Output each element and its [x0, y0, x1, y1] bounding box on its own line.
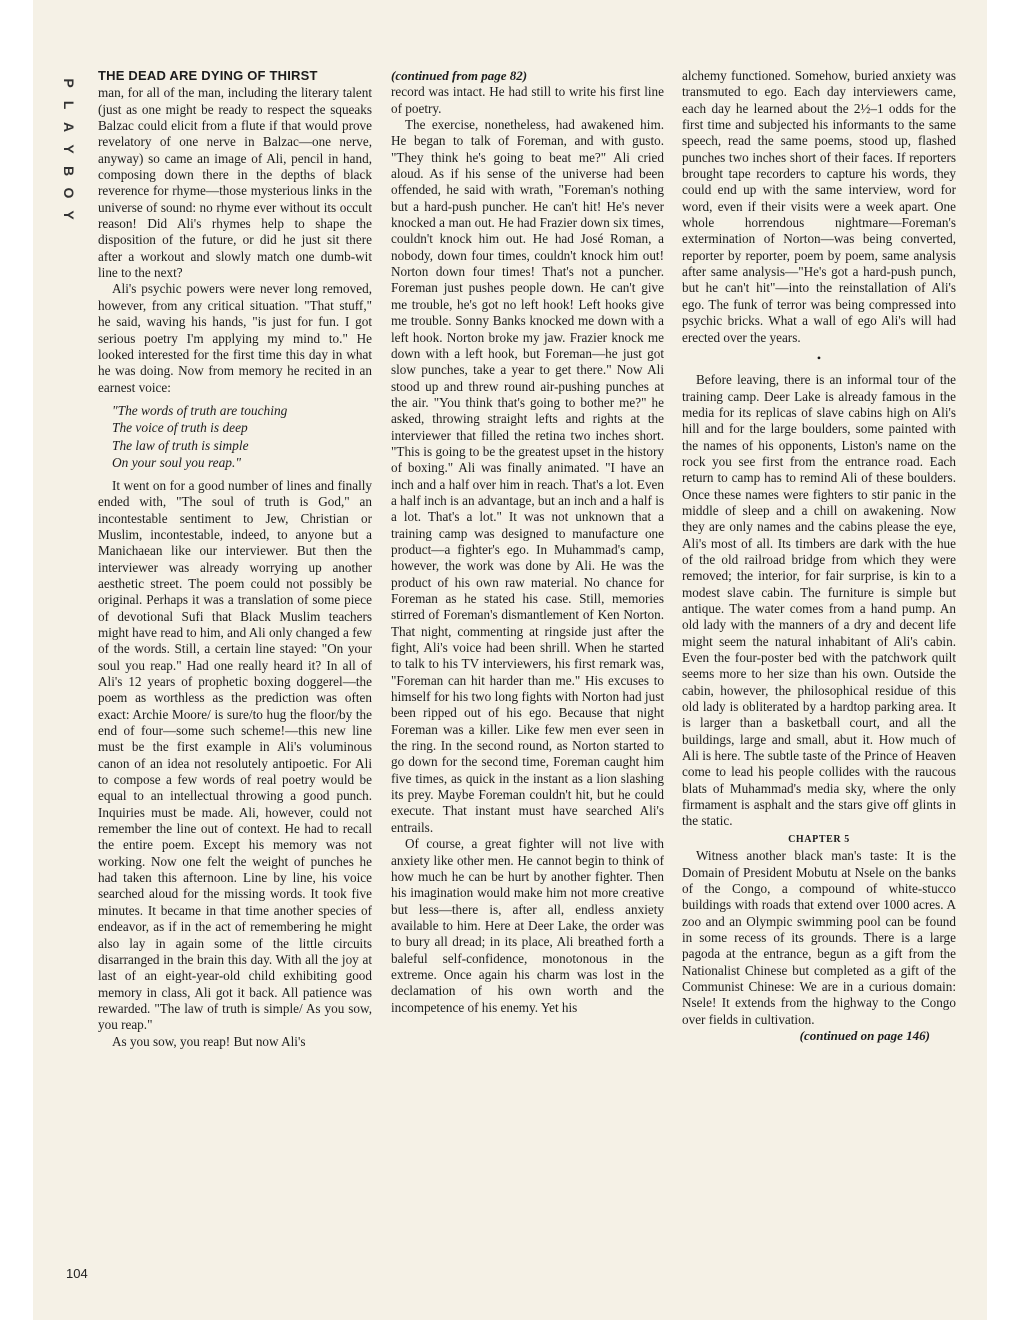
- running-head: THE DEAD ARE DYING OF THIRST: [98, 68, 318, 83]
- paragraph: It went on for a good number of lines and finally ended with, "The soul of truth is God," an incontestable sentiment to Jew, Christian or Muslim, incontestable, indeed, to anyone but a Manichaean like our interviewer. But then the interviewer was already worrying up another aesthetic street. The poem could not possibly be original. Perhaps it was a translation of some piece of devotional Sufi that Black Muslim teachers might have read to him, and Ali only changed a few of the words. Still, a certain line stayed: "On your soul you reap." Had one really heard it? In all of Ali's 12 years of prophetic boxing doggerel—the poem as worthless as the prediction was often exact: Archie Moore/ is sure/to hug the floor/by the end of four—some such scheme!—this new line must be the first example in Ali's voluminous canon of an idea not resolutely antipoetic. For Ali to compose a few words of real poetry would be equal to an intellectual throwing a good punch. Inquiries must be made. Ali, however, could not remember the line out of context. He had to recall the entire poem. Except his memory was not working. Now one felt the weight of punches he had taken this afternoon. Line by line, his voice searched aloud for the missing words. It took five minutes. It became in that time another species of endeavor, as if in the act of remembering he might also lay in again some of the little circuits disarranged in the brain this day. With all the joy at last of an eight-year-old child exhibiting good memory in class, Ali got it back. All patience was rewarded. "The law of truth is simple/ As you sow, you reap.": [98, 477, 372, 1033]
- masthead-letter: A: [61, 121, 77, 133]
- masthead-letter: B: [61, 165, 77, 177]
- poem-line: On your soul you reap.": [112, 455, 241, 471]
- poem-quote: [112, 402, 372, 472]
- masthead-letter: L: [61, 100, 77, 110]
- paragraph: Witness another black man's taste: It is the Domain of President Mobutu at Nsele on the banks of the Congo, a compound of white-stucco buildings with roads that extend over 1000 acres. A zoo and an Olympic swimming pool can be found in some recess of its grounds. There is a large pagoda at the entrance, begun as a gift from the Nationalist Chinese but completed as a gift of the Communist Chinese: We are in a curious domain: Nsele! It extends from the highway to the Congo over fields in cultivation.: [682, 848, 956, 1027]
- masthead-letter: Y: [61, 144, 77, 154]
- page-number: 104: [66, 1266, 88, 1281]
- masthead-letter: P: [61, 78, 77, 88]
- paragraph: Of course, a great fighter will not live with anxiety like other men. He cannot begin to think of how much he can be hurt by another fighter. Then his imagination would make him not more creative but less—there is, after all, endless anxiety available to him. Here at Deer Lake, the order was to bury all dread; in its place, Ali breathed forth a baleful self-confidence, monotonous in the extreme. Once again his charm was lost in the declamation of his own worth and the incompetence of his enemy. Yet his: [391, 836, 664, 1015]
- paragraph: Ali's psychic powers were never long removed, however, from any critical situation. "That stuff," he said, waving his hands, "is just for fun. I got serious poetry I'm applying my mind to." He looked interested for the first time this day in what he was doing. Now from memory he recited in an earnest voice:: [98, 281, 372, 395]
- text-column-2: [391, 68, 664, 1290]
- paragraph: record was intact. He had still to write his first line of poetry.: [391, 84, 664, 116]
- chapter-heading: CHAPTER 5: [788, 833, 850, 845]
- masthead-letter: O: [61, 187, 77, 199]
- section-separator: •: [816, 350, 822, 365]
- paragraph: As you sow, you reap! But now Ali's: [112, 1033, 306, 1049]
- paragraph: alchemy functioned. Somehow, buried anxiety was transmuted to ego. Each day interviewers came, each day he learned about the 2½–1 odds for the first time and subjected his informants to the same speech, read the same poems, stood up, flashed punches two inches short of their faces. If reporters brought tape recorders to capture his words, they could end up with the same interview, word for word, even if their visits were a week apart. One whole horrendous nightmare—Foreman's extermination of Norton—was being converted, reporter by reporter, poem by poem, same analysis after same analysis—"He's got a hard-push punch, but he can't hit"—into the reinstallation of Ali's ego. The funk of terror was being compressed into psychic bricks. What a wall of ego Ali's will had erected over the years.: [682, 68, 956, 345]
- poem-line: The law of truth is simple: [112, 437, 249, 453]
- poem-line: "The words of truth are touching: [112, 402, 288, 418]
- masthead-letter: Y: [61, 210, 77, 220]
- continued-from-note: (continued from page 82): [391, 68, 528, 83]
- paragraph: man, for all of the man, including the literary talent (just as one might be ready to respect the squeaks Balzac could elicit from a flute if that would prove revelatory of one nerve in Balzac—one nerve, anyway) so came an image of Ali, pencil in hand, composing down there in the depths of black reverence for rhyme—those mysterious links in the universe of sound: no rhyme ever without its occult reason! Did Ali's rhymes help to shape the disposition of the future, or did he just sit there after a workout and slowly match one dumb-wit line to the next?: [98, 85, 372, 281]
- text-column-1: [98, 68, 372, 1290]
- poem-line: The voice of truth is deep: [112, 420, 248, 436]
- paragraph: Before leaving, there is an informal tour of the training camp. Deer Lake is already famous in the media for its replicas of slave cabins high on Ali's hill and for the large boulders, some painted with the names of his opponents, Liston's name on the rock you see first from the entrance road. Each return to camp has to remind Ali of these boulders. Once these names were fighters to stir panic in the middle of sleep and a chill on awakening. Now they are only names and the cabins please the eye, Ali's most of all. Its timbers are dark with the hue of the old railroad bridge from which they were removed; the interior, for fair surprise, is kin to a modest slave cabin. The furniture is simple but antique. The water comes from a hand pump. An old lady with the manners of a dry and decent life might seem the natural inhabitant of Ali's cabin. Even the four-poster bed with the patchwork quilt seems more to her size than his own. Outside the cabin, however, the philosophical residue of this old lady is obliterated by a hardtop parking area. It is larger than a basketball court, and all the buildings, large and small, abut it. How much of Ali is here. The subtle taste of the Prince of Heaven come to lead his people collides with the raucous blats of Muhammad's media sky, where the only firmament is asphalt and the stars give off glints in the static.: [682, 372, 956, 829]
- paragraph: The exercise, nonetheless, had awakened him. He began to talk of Foreman, and with gusto. "They think he's going to beat me?" Ali cried aloud. As if his sense of the universe had been offended, he said with wrath, "Foreman's nothing but a hard-push puncher. He can't hit! He's never knocked a man out. He had Frazier down six times, couldn't knock him out. He had José Roman, a nobody, down four times, couldn't knock him out! Norton down four times! That's not a puncher. Foreman just pushes people down. He can't give me trouble, he's got no left hook! Left hooks give me trouble. Sonny Banks knocked me down with a left hook. Norton broke my jaw. Frazier knock me down with a left hook, but Foreman—he just got slow punches, take a year to get there." Now Ali stood up and threw round air-pushing punches at the air. "You think that's going to bother me?" he asked, throwing straight lefts and rights at the interviewer that filled the retina two inches short. "This is going to be the greatest upset in the history of boxing." Ali was finally animated. "I have an inch and a half over him in reach. That's a lot. Even a half inch is an advantage, but an inch and a half is a lot. That's a lot." It was not unknown that a training camp was designed to manufacture one product—a fighter's ego. In Muhammad's camp, however, the work was done by Ali. He was the product of his own raw material. No chance for Foreman as he stated his case. Still, memories stirred of Foreman's dismantlement of Ken Norton. That night, commenting at ringside just after the fight, Ali's voice had been shrill. When he started to talk to his TV interviewers, his first remark was, "Foreman can hit harder than me." His excuses to himself for his two long fights with Norton had just been ripped out of his ego. Because that night Foreman was a killer. Like few men ever seen in the ring. In the second round, as Norton started to go down for the second time, Foreman caught him five times, as quick in the instant as a lion slashing its prey. Maybe Foreman couldn't hit, but he could execute. That instant must have searched Ali's entrails.: [391, 117, 664, 835]
- continued-on-note: (continued on page 146): [799, 1027, 930, 1043]
- magazine-name-vertical: [58, 72, 80, 232]
- text-column-3: [682, 68, 956, 1290]
